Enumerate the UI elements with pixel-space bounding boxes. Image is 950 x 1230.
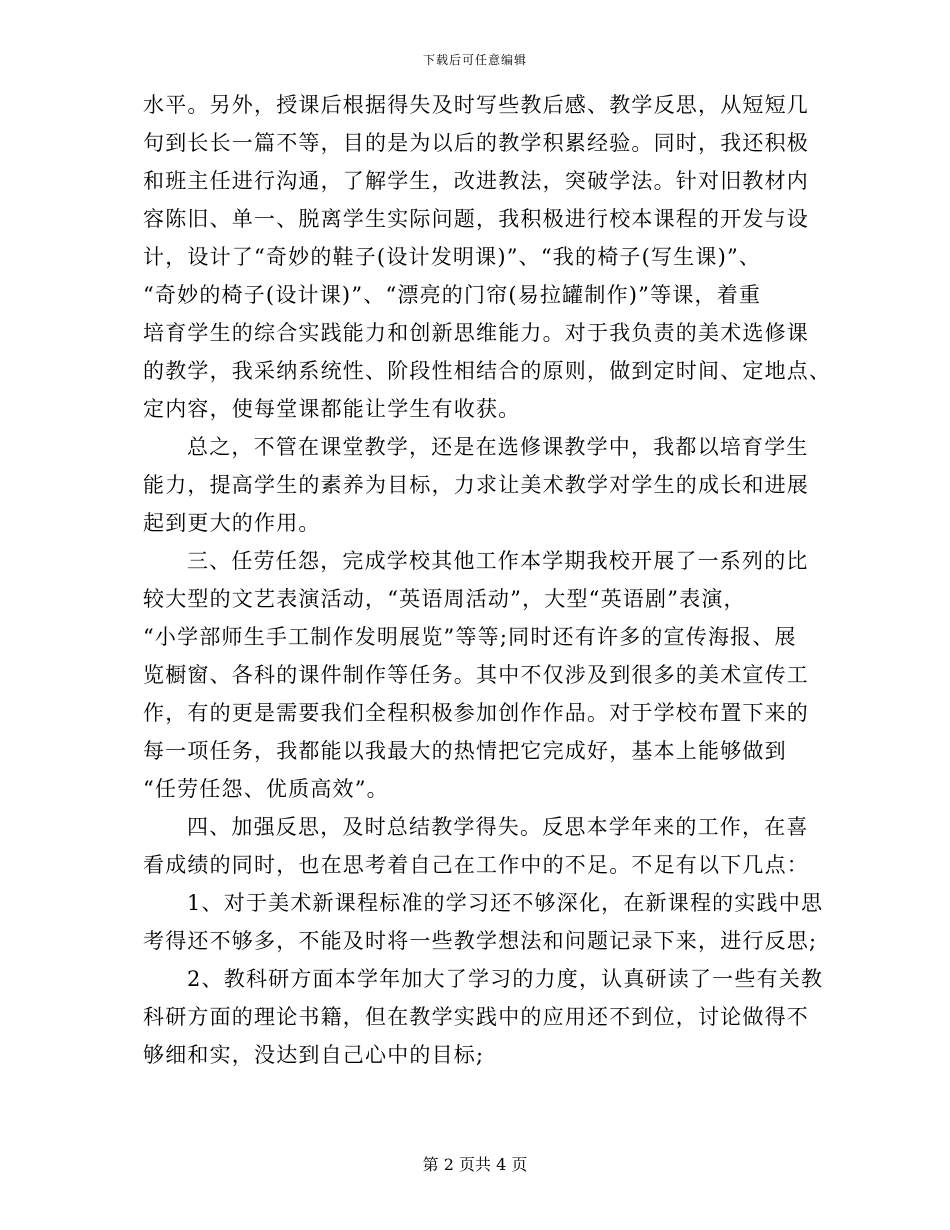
page-header: 下载后可任意编辑: [422, 53, 527, 67]
text-line: 和班主任进行沟通，了解学生，改进教法，突破学法。针对旧教材内: [143, 169, 809, 193]
text-line: 览橱窗、各科的课件制作等任务。其中不仅涉及到很多的美术宣传工: [143, 663, 809, 687]
text-line: 每一项任务，我都能以我最大的热情把它完成好，基本上能够做到: [143, 739, 787, 763]
page-number-footer: 第 2 页共 4 页: [422, 1155, 528, 1174]
text-line: 计，设计了“奇妙的鞋子(设计发明课)”、“我的椅子(写生课)”、: [143, 245, 762, 269]
text-line: “小学部师生手工制作发明展览”等等;同时还有许多的宣传海报、展: [143, 625, 797, 649]
text-line: 的教学，我采纳系统性、阶段性相结合的原则，做到定时间、定地点、: [143, 359, 832, 383]
text-line: 科研方面的理论书籍，但在教学实践中的应用还不到位，讨论做得不: [143, 1005, 809, 1029]
text-line: 考得还不够多，不能及时将一些教学想法和问题记录下来，进行反思;: [143, 929, 818, 953]
text-line: “奇妙的椅子(设计课)”、“漂亮的门帘(易拉罐制作)”等课，着重: [143, 283, 762, 307]
text-line: 作，有的更是需要我们全程积极参加创作作品。对于学校布置下来的: [143, 701, 809, 725]
text-line: 水平。另外，授课后根据得失及时写些教后感、教学反思，从短短几: [143, 93, 809, 117]
text-line: 四、加强反思，及时总结教学得失。反思本学年来的工作，在喜: [187, 815, 809, 839]
text-line: 三、任劳任怨，完成学校其他工作本学期我校开展了一系列的比: [187, 549, 809, 573]
text-line: 1、对于美术新课程标准的学习还不够深化，在新课程的实践中思: [187, 891, 824, 915]
text-line: 看成绩的同时，也在思考着自己在工作中的不足。不足有以下几点：: [143, 853, 809, 877]
text-line: 起到更大的作用。: [143, 511, 321, 535]
text-line: 句到长长一篇不等，目的是为以后的教学积累经验。同时，我还积极: [143, 131, 809, 155]
text-line: 容陈旧、单一、脱离学生实际问题，我积极进行校本课程的开发与设: [143, 207, 809, 231]
text-line: 总之，不管在课堂教学，还是在选修课教学中，我都以培育学生: [187, 435, 809, 459]
text-line: 培育学生的综合实践能力和创新思维能力。对于我负责的美术选修课: [143, 321, 809, 345]
text-line: 较大型的文艺表演活动，“英语周活动”，大型“英语剧”表演，: [143, 587, 746, 611]
text-line: 2、教科研方面本学年加大了学习的力度，认真研读了一些有关教: [187, 967, 824, 991]
document-body: [143, 86, 832, 1074]
text-line: 能力，提高学生的素养为目标，力求让美术教学对学生的成长和进展: [143, 473, 809, 497]
text-line: 定内容，使每堂课都能让学生有收获。: [143, 397, 521, 421]
text-line: 够细和实，没达到自己心中的目标;: [143, 1043, 485, 1067]
text-line: “任劳任怨、优质高效”。: [143, 777, 389, 801]
